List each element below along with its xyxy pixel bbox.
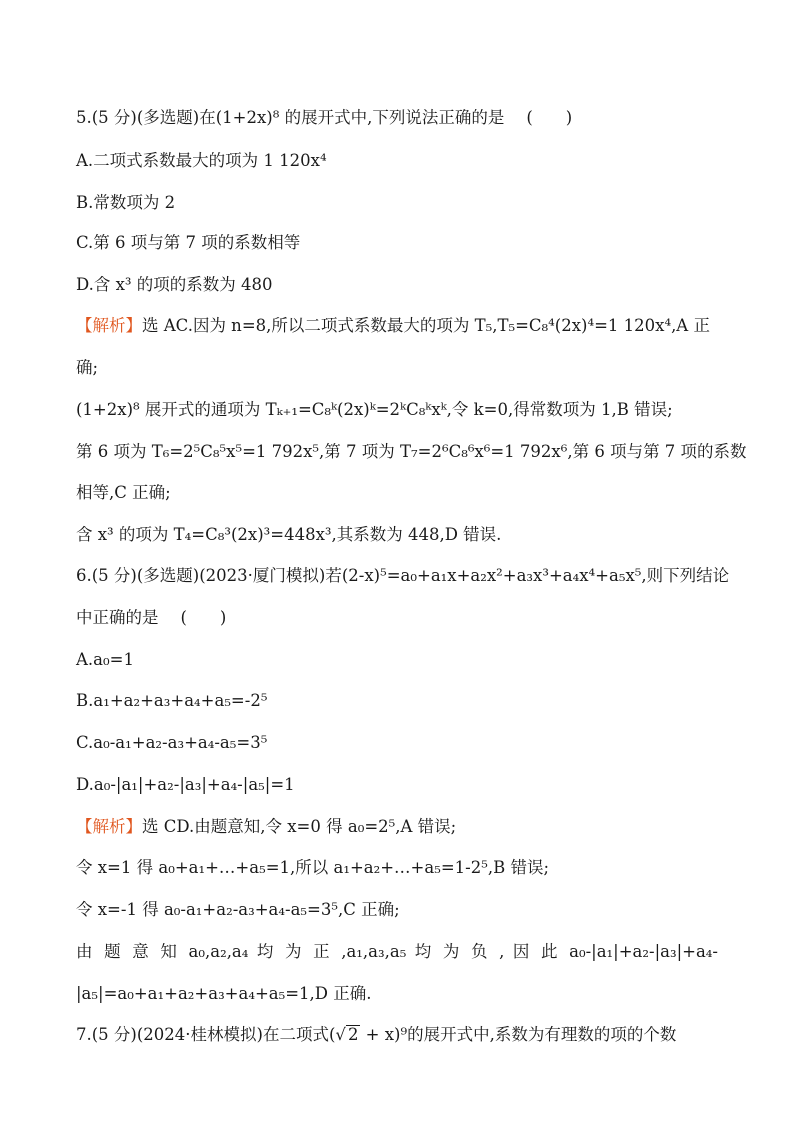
q6-analysis-line-3: 令 x=-1 得 a₀-a₁+a₂-a₃+a₄-a₅=3⁵,C 正确; [76,900,400,919]
q6-analysis-line-2: 令 x=1 得 a₀+a₁+…+a₅=1,所以 a₁+a₂+…+a₅=1-2⁵,B 错误; [76,858,550,877]
q5-option-b: B.常数项为 2 [76,193,176,212]
q5-stem [76,106,718,130]
q6-option-d: D.a₀-|a₁|+a₂-|a₃|+a₄-|a₅|=1 [76,775,295,794]
q5-analysis-line-4: 第 6 项为 T₆=2⁵C₈⁵x⁵=1 792x⁵,第 7 项为 T₇=2⁶C₈⁶x⁶=1 792x⁶,第 6 项与第 7 项的系数 [76,442,747,461]
q5-analysis-text-1: 选 AC.因为 n=8,所以二项式系数最大的项为 T₅,T₅=C₈⁴(2x)⁴=1 120x⁴,A 正 [142,316,710,335]
q5-analysis-line-5: 相等,C 正确; [76,483,171,502]
q6-stem-line-2 [76,606,718,630]
q7-stem [76,1023,718,1047]
q6-option-a: A.a₀=1 [76,650,134,669]
sqrt-argument: 2 [347,1025,359,1044]
q5-analysis-line-6: 含 x³ 的项为 T₄=C₈³(2x)³=448x³,其系数为 448,D 错误. [76,525,502,544]
sqrt-symbol: √ [335,1025,346,1044]
q7-stem-text-b: + x)⁹的展开式中,系数为有理数的项的个数 [360,1025,677,1044]
q6-option-b: B.a₁+a₂+a₃+a₄+a₅=-2⁵ [76,691,268,710]
q6-analysis-text-1: 选 CD.由题意知,令 x=0 得 a₀=2⁵,A 错误; [142,817,457,836]
q5-option-c: C.第 6 项与第 7 项的系数相等 [76,233,301,252]
q5-option-a: A.二项式系数最大的项为 1 120x⁴ [76,151,327,170]
q6-analysis-line-4: 由 题 意 知 a₀,a₂,a₄ 均 为 正 ,a₁,a₃,a₅ 均 为 负 , 因 此 a₀-|a₁|+a₂-|a₃|+a₄- [76,942,718,961]
q5-analysis-line-2: 确; [76,358,99,377]
q5-stem-text: 5.(5 分)(多选题)在(1+2x)⁸ 的展开式中,下列说法正确的是 [76,108,505,127]
q5-analysis-line-1 [76,314,718,338]
q6-option-c: C.a₀-a₁+a₂-a₃+a₄-a₅=3⁵ [76,733,268,752]
analysis-tag: 【解析】 [76,316,142,335]
q6-stem-text: 中正确的是 [76,608,159,627]
q6-analysis-line-5: |a₅|=a₀+a₁+a₂+a₃+a₄+a₅=1,D 正确. [76,984,372,1003]
q7-stem-text-a: 7.(5 分)(2024·桂林模拟)在二项式( [76,1025,336,1044]
q5-option-d: D.含 x³ 的项的系数为 480 [76,275,273,294]
q6-stem-line-1: 6.(5 分)(多选题)(2023·厦门模拟)若(2-x)⁵=a₀+a₁x+a₂x²+a₃x³+a₄x⁴+a₅x⁵,则下列结论 [76,566,730,585]
q6-answer-paren: ( ) [180,608,227,627]
q6-analysis-line-1 [76,815,718,839]
q5-analysis-line-3: (1+2x)⁸ 展开式的通项为 Tₖ₊₁=C₈ᵏ(2x)ᵏ=2ᵏC₈ᵏxᵏ,令 k=0,得常数项为 1,B 错误; [76,400,673,419]
analysis-tag: 【解析】 [76,817,142,836]
q5-answer-paren: ( ) [526,108,573,127]
